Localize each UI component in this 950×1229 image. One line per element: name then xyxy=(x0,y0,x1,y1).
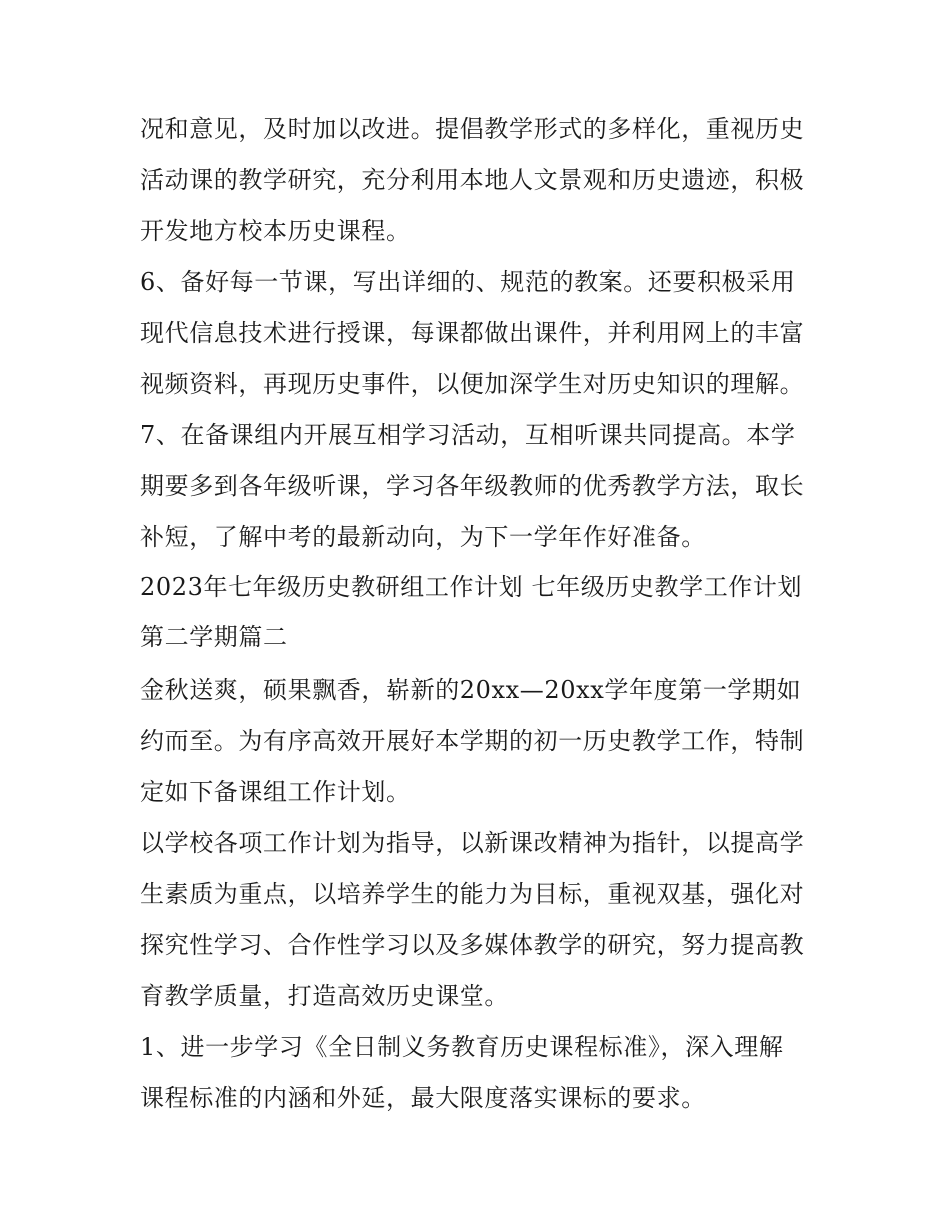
text-line: 课程标准的内涵和外延，最大限度落实课标的要求。 xyxy=(140,1084,706,1112)
text-line: 生素质为重点，以培养学生的能力为目标，重视双基，强化对 xyxy=(140,880,805,908)
text-line: 补短，了解中考的最新动向，为下一学年作好准备。 xyxy=(140,523,706,551)
text-line: 第二学期篇二 xyxy=(140,623,288,651)
text-line: 7、在备课组内开展互相学习活动，互相听课共同提高。本学 xyxy=(140,421,796,449)
text-line: 期要多到各年级听课，学习各年级教师的优秀教学方法，取长 xyxy=(140,472,805,500)
text-line: 现代信息技术进行授课，每课都做出课件，并利用网上的丰富 xyxy=(140,319,805,347)
text-line: 以学校各项工作计划为指导，以新课改精神为指针，以提高学 xyxy=(140,829,805,857)
text-line: 约而至。为有序高效开展好本学期的初一历史教学工作，特制 xyxy=(140,727,805,755)
text-line: 况和意见，及时加以改进。提倡教学形式的多样化，重视历史 xyxy=(140,115,805,143)
text-line: 金秋送爽，硕果飘香，崭新的20xx—20xx学年度第一学期如 xyxy=(140,676,802,704)
text-line: 2023年七年级历史教研组工作计划 七年级历史教学工作计划 xyxy=(140,573,803,601)
text-line: 视频资料，再现历史事件，以便加深学生对历史知识的理解。 xyxy=(140,370,805,398)
text-line: 定如下备课组工作计划。 xyxy=(140,778,411,806)
text-line: 活动课的教学研究，充分利用本地人文景观和历史遗迹，积极 xyxy=(140,166,805,194)
text-line: 6、备好每一节课，写出详细的、规范的教案。还要积极采用 xyxy=(140,268,796,296)
text-line: 探究性学习、合作性学习以及多媒体教学的研究，努力提高教 xyxy=(140,931,805,959)
text-line: 育教学质量，打造高效历史课堂。 xyxy=(140,982,509,1010)
text-line: 开发地方校本历史课程。 xyxy=(140,217,411,245)
text-line: 1、进一步学习《全日制义务教育历史课程标准》，深入理解 xyxy=(140,1033,784,1061)
